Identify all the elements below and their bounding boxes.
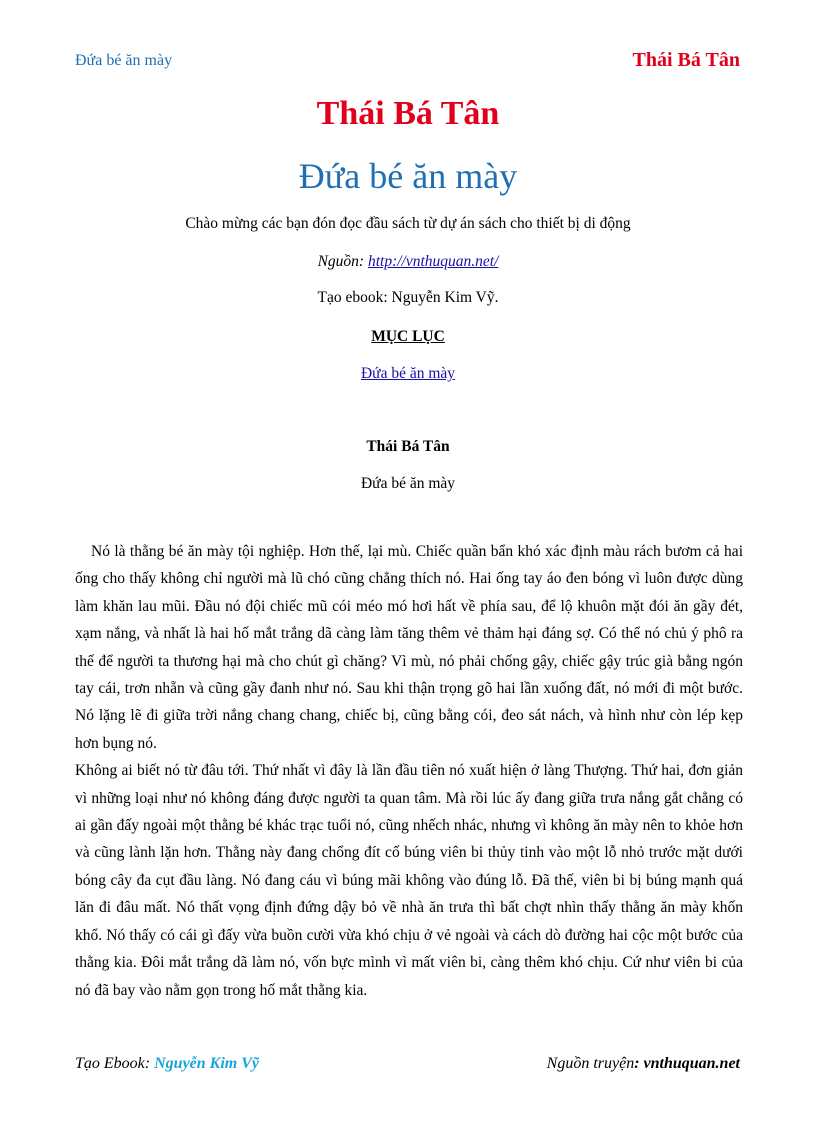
story-paragraph: Không ai biết nó từ đâu tới. Thứ nhất vì đây là lần đầu tiên nó xuất hiện ở làng Thượng. Thứ hai, đơn giản vì những loại như nó không đáng được người ta quan tâm. Mà rồi lúc ấy đang giữa trưa nắng gắt chẳng có ai gần đấy ngoài một thằng bé khác trạc tuổi nó, cũng nhếch nhác, nhưng vì không ăn mày nên to khỏe hơn và cũng lành lặn hơn. Thằng này đang chổng đít cố búng viên bi thủy tinh vào một lỗ nhỏ trước mặt dưới bóng cây đa cụt đầu làng. Nó đang cáu vì búng mãi không vào đúng lỗ. Đã thế, viên bi bị búng mạnh quá lăn đi đâu mất. Nó thất vọng định đứng dậy bỏ về nhà ăn trưa thì bất chợt nhìn thấy thằng ăn mày khốn khổ. Nó thấy có cái gì đấy vừa buồn cười vừa khó chịu ở vẻ ngoài và cách dò đường hai cộc một bước của thằng kia. Đôi mắt trắng dã làm nó, vốn bực mình vì mất viên bi, càng thêm khó chịu. Cứ như viên bi của nó đã bay vào nằm gọn trong hố mắt thằng kia. bbox=[75, 762, 743, 999]
source-link[interactable]: http://vnthuquan.net/ bbox=[367, 253, 499, 270]
welcome-text: Chào mừng các bạn đón đọc đầu sách từ dự án sách cho thiết bị di động bbox=[185, 215, 631, 232]
story-paragraph: Nó là thằng bé ăn mày tội nghiệp. Hơn thế, lại mù. Chiếc quần bẩn khó xác định màu rách bươm cả hai ống cho thấy không chỉ người mà lũ chó cũng chẳng thích nó. Hai ống tay áo đen bóng vì luôn được dùng làm khăn lau mũi. Đầu nó đội chiếc mũ cói méo mó hơi hất về phía sau, để lộ khuôn mặt đói ăn gầy đét, xạm nắng, và nhất là hai hố mắt trắng dã càng làm tăng thêm vẻ thảm hại đáng sợ. Có thể nó chủ ý phô ra thế để người ta thương hại mà cho chút gì chăng? Vì mù, nó phải chống gậy, chiếc gậy trúc già bằng ngón tay cái, trơn nhẵn và cũng gầy đanh như nó. Sau khi thận trọng gõ hai lần xuống đất, nó mới đi một bước. Nó lặng lẽ đi giữa trời nắng chang chang, chiếc bị, cũng bằng cói, đeo sát nách, và hình như còn lép kẹp hơn bụng nó. bbox=[75, 543, 743, 752]
source-line bbox=[0, 253, 816, 271]
section-title: Đứa bé ăn mày bbox=[360, 475, 456, 492]
footer-creator-name: Nguyễn Kim Vỹ bbox=[154, 1055, 259, 1072]
footer-creator-label: Tạo Ebook bbox=[75, 1055, 145, 1072]
header-author: Thái Bá Tân bbox=[632, 49, 740, 71]
footer-creator-sep: : bbox=[144, 1055, 155, 1072]
toc-heading: MỤC LỤC bbox=[371, 328, 445, 345]
source-label: Nguồn: bbox=[317, 253, 368, 270]
footer-source bbox=[547, 1055, 740, 1073]
story-body bbox=[75, 538, 743, 1004]
footer-source-sep: : bbox=[634, 1055, 644, 1072]
footer-source-site: vnthuquan.net bbox=[643, 1055, 740, 1072]
toc-link-chapter[interactable]: Đứa bé ăn mày bbox=[360, 365, 456, 382]
section-author: Thái Bá Tân bbox=[366, 438, 450, 455]
footer-creator bbox=[75, 1055, 259, 1073]
footer-source-label: Nguồn truyện bbox=[546, 1055, 635, 1072]
page-book-title: Đứa bé ăn mày bbox=[298, 156, 518, 196]
page-author-title: Thái Bá Tân bbox=[316, 95, 500, 132]
ebook-creator: Tạo ebook: Nguyễn Kim Vỹ. bbox=[317, 289, 499, 306]
header-book-title: Đứa bé ăn mày bbox=[75, 52, 173, 69]
